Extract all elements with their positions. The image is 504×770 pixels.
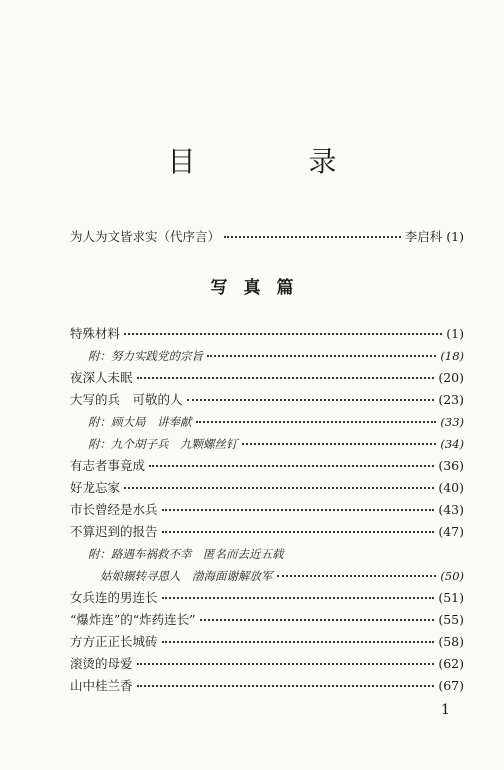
dot-leader bbox=[124, 332, 442, 335]
entry-page: (55) bbox=[438, 612, 464, 627]
dot-leader bbox=[207, 354, 436, 357]
entry-page: (34) bbox=[440, 437, 464, 451]
entry-title: 不算迟到的报告 bbox=[70, 524, 158, 539]
entry-title: 特殊材料 bbox=[70, 326, 121, 341]
toc-entry bbox=[70, 502, 464, 518]
dot-leader bbox=[149, 464, 434, 467]
entry-page: (62) bbox=[438, 656, 464, 671]
entry-title: 附：路遇车祸救不幸 匿名而去近五载 bbox=[88, 547, 284, 561]
toc-entry bbox=[70, 524, 464, 540]
entry-title: 方方正正长城砖 bbox=[70, 634, 158, 649]
entry-page: (40) bbox=[438, 480, 464, 495]
toc-entry bbox=[70, 656, 464, 672]
page-title: 目 录 bbox=[167, 145, 389, 178]
dot-leader bbox=[137, 376, 435, 379]
preface-author: 李启科 bbox=[404, 229, 443, 244]
entry-page: (36) bbox=[438, 458, 464, 473]
toc-entry bbox=[70, 392, 464, 408]
toc-entry bbox=[88, 436, 464, 452]
toc-entry bbox=[88, 414, 464, 430]
toc-entry bbox=[70, 678, 464, 694]
entry-page: (18) bbox=[440, 349, 464, 363]
toc-entry bbox=[70, 634, 464, 650]
entry-title: 市长曾经是水兵 bbox=[70, 502, 158, 517]
dot-leader bbox=[162, 640, 435, 643]
entry-page: (67) bbox=[438, 678, 464, 693]
toc-entry bbox=[88, 546, 464, 562]
entry-page: (58) bbox=[438, 634, 464, 649]
entry-page: (43) bbox=[438, 502, 464, 517]
entry-title: 滚烫的母爱 bbox=[70, 656, 133, 671]
dot-leader bbox=[187, 398, 435, 401]
section-heading: 写真篇 bbox=[210, 278, 310, 298]
dot-leader bbox=[137, 662, 435, 665]
dot-leader bbox=[277, 574, 437, 577]
entry-title: 附：顾大局 讲奉献 bbox=[88, 415, 192, 429]
dot-leader bbox=[162, 530, 435, 533]
dot-leader bbox=[242, 442, 437, 445]
toc-entry bbox=[70, 370, 464, 386]
toc-entry bbox=[100, 568, 464, 584]
toc-entry bbox=[70, 326, 464, 342]
dot-leader bbox=[200, 618, 435, 621]
page-number: 1 bbox=[441, 702, 450, 718]
dot-leader bbox=[224, 235, 401, 238]
entry-page: (23) bbox=[438, 392, 464, 407]
entry-page: (33) bbox=[440, 415, 464, 429]
entry-title: 姑娘辗转寻恩人 渤海面谢解放军 bbox=[100, 569, 273, 583]
dot-leader bbox=[137, 684, 435, 687]
entry-title: 附：努力实践党的宗旨 bbox=[88, 349, 203, 363]
entry-title: 夜深人未眠 bbox=[70, 370, 133, 385]
toc-entry bbox=[70, 590, 464, 606]
toc-preface bbox=[70, 229, 464, 245]
entry-title: 山中桂兰香 bbox=[70, 678, 133, 693]
entry-title: 附：九个胡子兵 九颗螺丝钉 bbox=[88, 437, 238, 451]
entry-page: (51) bbox=[438, 590, 464, 605]
toc-entry bbox=[70, 480, 464, 496]
toc-entry bbox=[70, 612, 464, 628]
entry-title: 女兵连的男连长 bbox=[70, 590, 158, 605]
entry-page: (47) bbox=[438, 524, 464, 539]
preface-page: (1) bbox=[446, 229, 464, 244]
entry-page: (20) bbox=[438, 370, 464, 385]
entry-page: (50) bbox=[440, 569, 464, 583]
entry-title: “爆炸连”的“炸药连长” bbox=[70, 612, 196, 627]
entry-title: 好龙忘家 bbox=[70, 480, 121, 495]
dot-leader bbox=[124, 486, 434, 489]
dot-leader bbox=[162, 508, 435, 511]
dot-leader bbox=[162, 596, 435, 599]
dot-leader bbox=[196, 420, 437, 423]
entry-title: 有志者事竟成 bbox=[70, 458, 146, 473]
entry-page: (1) bbox=[446, 326, 464, 341]
toc-entry bbox=[88, 348, 464, 364]
toc-entry bbox=[70, 458, 464, 474]
preface-title: 为人为文皆求实（代序言） bbox=[70, 229, 221, 244]
entry-title: 大写的兵 可敬的人 bbox=[70, 392, 183, 407]
